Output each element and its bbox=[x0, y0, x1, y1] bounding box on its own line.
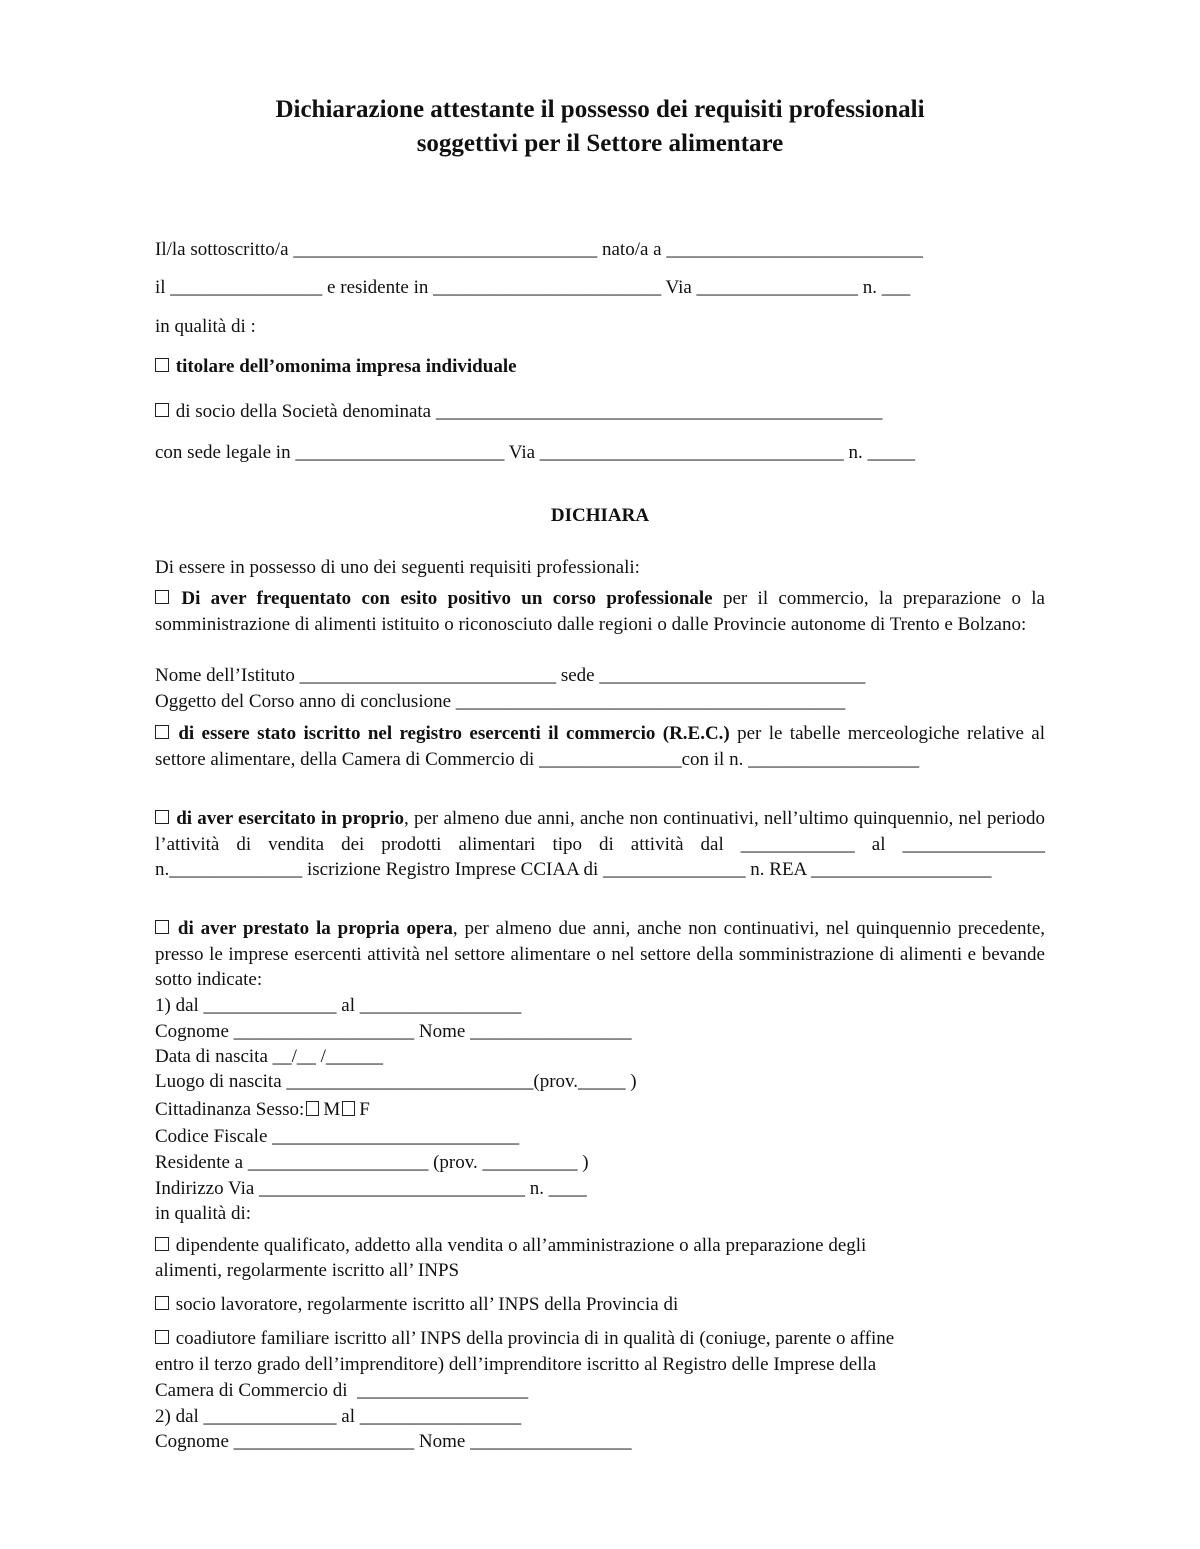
requirement-rec-text: per le tabelle merceologiche relative al settore alimentare, della Camera di Commercio di _______________con il n. __________________ bbox=[155, 723, 1045, 770]
requirement-opera bbox=[155, 916, 1045, 993]
requirement-proprio bbox=[155, 806, 1045, 883]
requirement-corso-text: per il commercio, la preparazione o la somministrazione di alimenti istituito o riconosciuto dalle regioni o dalle Provincie autonome di Trento e Bolzano: bbox=[155, 588, 1045, 635]
oggetto-corso-line: Oggetto del Corso anno di conclusione _________________________________________ bbox=[155, 691, 846, 712]
requirement-rec-bold: di essere stato iscritto nel registro esercenti il commercio (R.E.C.) bbox=[178, 723, 730, 744]
checkbox-titolare[interactable] bbox=[155, 358, 169, 372]
person1-indirizzo: Indirizzo Via ____________________________ n. ____ bbox=[155, 1178, 587, 1199]
person1-codice-fiscale: Codice Fiscale __________________________ bbox=[155, 1126, 520, 1147]
requirement-corso bbox=[155, 586, 1045, 637]
checkbox-rec[interactable] bbox=[155, 725, 169, 739]
sesso-m-label: M bbox=[323, 1099, 341, 1120]
checkbox-opera[interactable] bbox=[155, 920, 169, 934]
option-socio bbox=[155, 399, 1045, 424]
intro-sede-legale-line: con sede legale in ______________________ Via ________________________________ n. _____ bbox=[155, 442, 916, 463]
requirement-proprio-text: , per almeno due anni, anche non continuativi, nell’ultimo quinquennio, nel periodo l’attività di vendita dei prodotti alimentari tipo di attività dal ____________ al _______________ n.______________ iscrizione Registro Imprese CCIAA di _______________ n. REA ___________________ bbox=[155, 808, 1046, 880]
person1-data-nascita: Data di nascita __/__ /______ bbox=[155, 1046, 383, 1067]
person1-periodo: 1) dal ______________ al _________________ bbox=[155, 995, 522, 1016]
role-dipendente-label: dipendente qualificato, addetto alla vendita o all’amministrazione o alla preparazione degli bbox=[175, 1235, 867, 1256]
document-title-line2: soggettivi per il Settore alimentare bbox=[416, 130, 784, 157]
intro-sottoscritto-line: Il/la sottoscritto/a ________________________________ nato/a a ___________________________ bbox=[155, 239, 923, 260]
checkbox-dipendente[interactable] bbox=[155, 1237, 169, 1251]
role-socio-lavoratore-label: socio lavoratore, regolarmente iscritto all’ INPS della Provincia di bbox=[175, 1294, 679, 1315]
person2-cognome-nome: Cognome ___________________ Nome _________________ bbox=[155, 1431, 632, 1452]
person1-in-qualita: in qualità di: bbox=[155, 1203, 252, 1224]
person1-luogo-nascita: Luogo di nascita __________________________(prov._____ ) bbox=[155, 1071, 637, 1092]
checkbox-corso[interactable] bbox=[155, 590, 169, 604]
sesso-f-label: F bbox=[359, 1099, 370, 1120]
checkbox-socio-lavoratore[interactable] bbox=[155, 1296, 169, 1310]
checkbox-coadiutore[interactable] bbox=[155, 1330, 169, 1344]
requirement-proprio-bold: di aver esercitato in proprio bbox=[176, 808, 404, 829]
role-coadiutore bbox=[155, 1326, 1045, 1351]
requirement-opera-bold: di aver prestato la propria opera bbox=[177, 918, 453, 939]
requirement-rec bbox=[155, 721, 1045, 772]
requirement-corso-bold: Di aver frequentato con esito positivo un corso professionale bbox=[181, 588, 713, 609]
requisiti-intro: Di essere in possesso di uno dei seguenti requisiti professionali: bbox=[155, 557, 640, 578]
role-dipendente-cont: alimenti, regolarmente iscritto all’ INPS bbox=[155, 1260, 460, 1281]
role-dipendente bbox=[155, 1233, 1045, 1258]
role-coadiutore-label: coadiutore familiare iscritto all’ INPS della provincia di in qualità di (coniuge, parente o affine bbox=[175, 1328, 895, 1349]
person1-sesso-row bbox=[155, 1097, 1045, 1122]
role-coadiutore-cont2: Camera di Commercio di __________________ bbox=[155, 1380, 529, 1401]
option-titolare bbox=[155, 354, 1045, 379]
person1-residente: Residente a ___________________ (prov. __________ ) bbox=[155, 1152, 589, 1173]
intro-residenza-line: il ________________ e residente in ________________________ Via _________________ n. ___ bbox=[155, 277, 911, 298]
checkbox-sesso-f[interactable] bbox=[342, 1101, 355, 1116]
person1-cognome-nome: Cognome ___________________ Nome _________________ bbox=[155, 1021, 632, 1042]
option-titolare-label: titolare dell’omonima impresa individuale bbox=[175, 356, 517, 377]
person1-sesso-label: Cittadinanza Sesso: bbox=[155, 1099, 305, 1120]
checkbox-proprio[interactable] bbox=[155, 810, 169, 824]
option-socio-label: di socio della Società denominata _______________________________________________ bbox=[175, 401, 883, 422]
person2-periodo: 2) dal ______________ al _________________ bbox=[155, 1406, 522, 1427]
role-coadiutore-cont1: entro il terzo grado dell’imprenditore) dell’imprenditore iscritto al Registro delle Imprese della bbox=[155, 1354, 877, 1375]
dichiara-heading: DICHIARA bbox=[550, 505, 650, 526]
document-title-line1: Dichiarazione attestante il possesso dei requisiti professionali bbox=[275, 96, 925, 123]
intro-qualita-label: in qualità di : bbox=[155, 316, 256, 337]
checkbox-socio[interactable] bbox=[155, 403, 169, 417]
checkbox-sesso-m[interactable] bbox=[306, 1101, 319, 1116]
nome-istituto-line: Nome dell’Istituto ___________________________ sede ____________________________ bbox=[155, 665, 866, 686]
requirement-opera-text: , per almeno due anni, anche non continuativi, nel quinquennio precedente, presso le imprese esercenti attività nel settore alimentare o nel settore della somministrazione di alimenti e bevande sotto indicate: bbox=[155, 918, 1045, 990]
role-socio-lavoratore bbox=[155, 1292, 1045, 1317]
